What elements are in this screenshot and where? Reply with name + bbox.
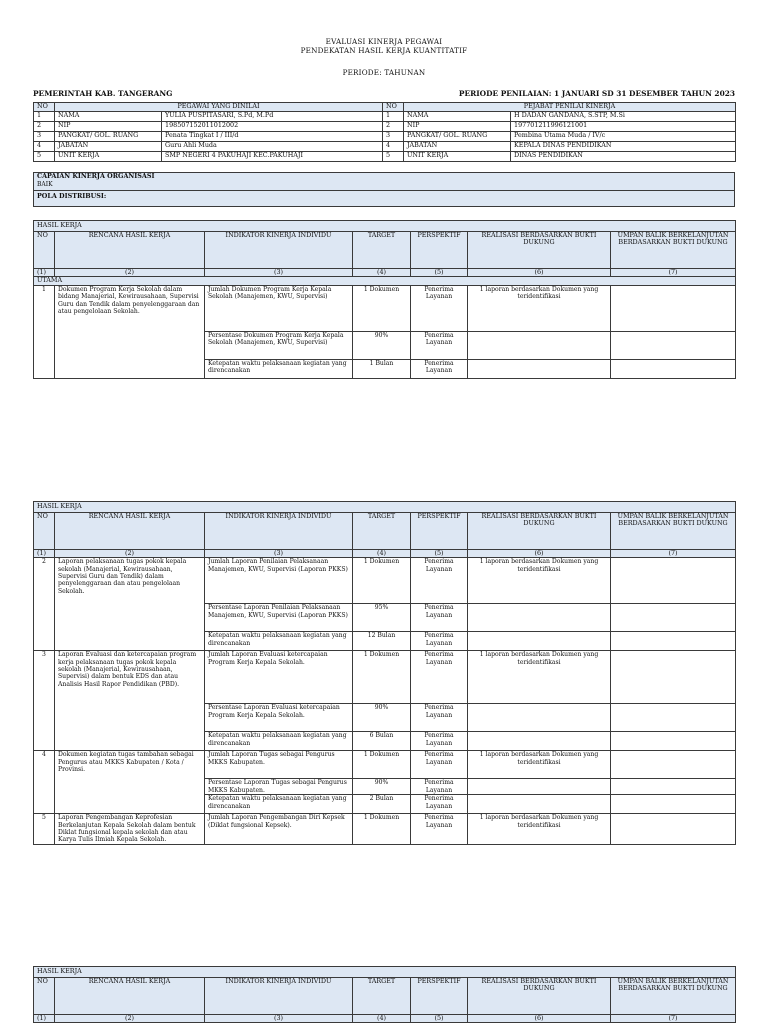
rencana-hasil-kerja: Laporan Pengembangan Keprofesian Berkelanjutan Kepala Sekolah dalam bentuk Diklat fungsional kepala sekolah dan atau Karya Tulis Ilmiah Kepala Sekolah. [55,814,205,845]
perspektif: Penerima Layanan [411,779,468,795]
perspektif: Penerima Layanan [411,704,468,732]
pegawai-value: Penata Tingkat I / III/d [162,131,383,141]
hasil-kerja-table-1 [33,220,736,379]
column-header: RENCANA HASIL KERJA [55,977,205,1014]
column-header: PERSPEKTIF [411,977,468,1014]
realisasi [468,704,611,732]
rencana-hasil-kerja: Laporan Evaluasi dan ketercapaian program kerja pelaksanaan tugas pokok kepala sekolah (Manajerial, Kewirausahaan, Supervisi) dalam bentuk EDS dan atau Analisis Hasil Rapor Pendidikan (PBD). [55,651,205,751]
target-value: 1 Dokumen [353,814,411,845]
perspektif: Penerima Layanan [411,814,468,845]
rencana-hasil-kerja: Dokumen kegiatan tugas tambahan sebagai Pengurus atau MKKS Kabupaten / Kota / Provinsi. [55,751,205,814]
target-value: 1 Dokumen [353,651,411,704]
item-no: 3 [34,651,55,751]
utama-label: UTAMA [34,277,736,286]
identity-row [34,131,736,141]
column-number: (5) [411,268,468,277]
column-header: TARGET [353,231,411,268]
pola-distribusi: POLA DISTRIBUSI: [34,191,735,207]
umpan-balik [611,285,736,331]
item-no: 1 [34,285,55,378]
realisasi: 1 laporan berdasarkan Dokumen yang teridentifikasi [468,558,611,604]
identity-label: PANGKAT/ GOL. RUANG [55,131,162,141]
perspektif: Penerima Layanan [411,331,468,359]
indikator-row [34,651,736,704]
column-header: UMPAN BALIK BERKELANJUTAN BERDASARKAN BUKTI DUKUNG [611,512,736,549]
indikator-kinerja: Jumlah Laporan Pengembangan Diri Kepsek (Diklat fungsional Kepsek). [205,814,353,845]
target-value: 90% [353,704,411,732]
identity-label: UNIT KERJA [55,151,162,161]
identity-label-2: PANGKAT/ GOL. RUANG [404,131,511,141]
pejabat-value: H DADAN GANDANA, S.STP, M.Si [511,111,736,121]
column-header: INDIKATOR KINERJA INDIVIDU [205,231,353,268]
identity-no-head-2: NO [383,103,404,112]
perspektif: Penerima Layanan [411,285,468,331]
identity-label-2: NIP [404,121,511,131]
target-value: 95% [353,604,411,632]
umpan-balik [611,779,736,795]
indikator-kinerja: Ketepatan waktu pelaksanaan kegiatan yang direncanakan [205,359,353,378]
target-value: 1 Dokumen [353,558,411,604]
realisasi [468,795,611,814]
realisasi [468,732,611,751]
identity-no: 4 [34,141,55,151]
umpan-balik [611,604,736,632]
column-header: UMPAN BALIK BERKELANJUTAN BERDASARKAN BUKTI DUKUNG [611,231,736,268]
realisasi: 1 laporan berdasarkan Dokumen yang teridentifikasi [468,814,611,845]
pegawai-value: 198507152011012002 [162,121,383,131]
column-number: (1) [34,268,55,277]
identity-no: 2 [34,121,55,131]
pegawai-value: SMP NEGERI 4 PAKUHAJI KEC.PAKUHAJI [162,151,383,161]
periode-penilaian-label: PERIODE PENILAIAN: 1 JANUARI SD 31 DESEMBER TAHUN 2023 [458,89,735,98]
indikator-kinerja: Jumlah Laporan Penilaian Pelaksanaan Manajemen, KWU, Supervisi (Laporan PKKS) [205,558,353,604]
column-header: TARGET [353,977,411,1014]
realisasi [468,359,611,378]
doc-title: EVALUASI KINERJA PEGAWAI [325,37,443,46]
umpan-balik [611,704,736,732]
column-header: NO [34,977,55,1014]
indikator-row [34,814,736,845]
identity-no-2: 1 [383,111,404,121]
realisasi [468,331,611,359]
target-value: 1 Bulan [353,359,411,378]
target-value: 2 Bulan [353,795,411,814]
column-header: NO [34,512,55,549]
indikator-kinerja: Ketepatan waktu pelaksanaan kegiatan yang direncanakan [205,632,353,651]
identity-no-2: 4 [383,141,404,151]
column-number: (3) [205,549,353,558]
realisasi [468,604,611,632]
column-number: (3) [205,268,353,277]
perspektif: Penerima Layanan [411,558,468,604]
column-header: REALISASI BERDASARKAN BUKTI DUKUNG [468,231,611,268]
identity-label-2: UNIT KERJA [404,151,511,161]
identity-no-2: 3 [383,131,404,141]
org-table [33,172,735,207]
realisasi [468,779,611,795]
capaian-label: CAPAIAN KINERJA ORGANISASI [37,172,155,180]
target-value: 90% [353,779,411,795]
identity-no-2: 5 [383,151,404,161]
perspektif: Penerima Layanan [411,751,468,779]
indikator-kinerja: Jumlah Laporan Evaluasi ketercapaian Program Kerja Kepala Sekolah. [205,651,353,704]
item-no: 2 [34,558,55,651]
column-number: (5) [411,1014,468,1023]
target-value: 90% [353,331,411,359]
column-number: (1) [34,549,55,558]
column-number: (6) [468,549,611,558]
indikator-kinerja: Persentase Laporan Penilaian Pelaksanaan Manajemen, KWU, Supervisi (Laporan PKKS) [205,604,353,632]
indikator-row [34,558,736,604]
indikator-row [34,751,736,779]
doc-periode: PERIODE: TAHUNAN [342,68,426,77]
realisasi [468,632,611,651]
column-number: (2) [55,1014,205,1023]
column-number: (3) [205,1014,353,1023]
column-number: (2) [55,268,205,277]
column-header: PERSPEKTIF [411,231,468,268]
realisasi: 1 laporan berdasarkan Dokumen yang teridentifikasi [468,751,611,779]
hasil-kerja-table-3 [33,966,736,1023]
identity-row [34,151,736,161]
indikator-kinerja: Jumlah Dokumen Program Kerja Kepala Sekolah (Manajemen, KWU, Supervisi) [205,285,353,331]
pejabat-value: Pembina Utama Muda / IV/c [511,131,736,141]
pejabat-head: PEJABAT PENILAI KINERJA [404,103,736,112]
column-number: (2) [55,549,205,558]
pegawai-head: PEGAWAI YANG DINILAI [55,103,383,112]
pegawai-value: YULIA PUSPITASARI, S.Pd, M.Pd [162,111,383,121]
umpan-balik [611,632,736,651]
indikator-kinerja: Jumlah Laporan Tugas sebagai Pengurus MKKS Kabupaten. [205,751,353,779]
column-header: INDIKATOR KINERJA INDIVIDU [205,977,353,1014]
column-header: TARGET [353,512,411,549]
hasil-kerja-table-2 [33,501,736,845]
perspektif: Penerima Layanan [411,795,468,814]
umpan-balik [611,795,736,814]
umpan-balik [611,558,736,604]
column-number: (4) [353,1014,411,1023]
identity-label-2: JABATAN [404,141,511,151]
rencana-hasil-kerja: Dokumen Program Kerja Sekolah dalam bidang Manajerial, Kewirausahaan, Supervisi Guru dan Tendik dalam penyelenggaraan dan atau pengelolaan Sekolah. [55,285,205,378]
identity-no-2: 2 [383,121,404,131]
umpan-balik [611,732,736,751]
identity-no-head: NO [34,103,55,112]
target-value: 6 Bulan [353,732,411,751]
umpan-balik [611,751,736,779]
identity-no: 3 [34,131,55,141]
column-number: (6) [468,1014,611,1023]
hasil-kerja-title: HASIL KERJA [34,221,736,232]
hasil-kerja-title: HASIL KERJA [34,502,736,513]
column-number: (7) [611,549,736,558]
target-value: 12 Bulan [353,632,411,651]
column-number: (7) [611,1014,736,1023]
target-value: 1 Dokumen [353,751,411,779]
pejabat-value: DINAS PENDIDIKAN [511,151,736,161]
identity-label: NIP [55,121,162,131]
column-header: REALISASI BERDASARKAN BUKTI DUKUNG [468,977,611,1014]
identity-label-2: NAMA [404,111,511,121]
column-header: NO [34,231,55,268]
umpan-balik [611,331,736,359]
perspektif: Penerima Layanan [411,651,468,704]
identity-label: JABATAN [55,141,162,151]
realisasi: 1 laporan berdasarkan Dokumen yang teridentifikasi [468,651,611,704]
indikator-kinerja: Ketepatan waktu pelaksanaan kegiatan yang direncanakan [205,732,353,751]
capaian-value: BAIK [37,180,53,188]
column-header: REALISASI BERDASARKAN BUKTI DUKUNG [468,512,611,549]
indikator-kinerja: Ketepatan waktu pelaksanaan kegiatan yang direncanakan [205,795,353,814]
capaian-cell [34,173,735,191]
column-number: (4) [353,549,411,558]
target-value: 1 Dokumen [353,285,411,331]
identity-row [34,121,736,131]
indikator-row [34,285,736,331]
perspektif: Penerima Layanan [411,632,468,651]
item-no: 5 [34,814,55,845]
hasil-kerja-title: HASIL KERJA [34,967,736,978]
perspektif: Penerima Layanan [411,359,468,378]
rencana-hasil-kerja: Laporan pelaksanaan tugas pokok kepala sekolah (Manajerial, Kewirausahaan, Supervisi Guru dan Tendik) dalam penyelenggaraan dan atau pengelolaan Sekolah. [55,558,205,651]
instansi-label: PEMERINTAH KAB. TANGERANG [33,89,173,98]
realisasi: 1 laporan berdasarkan Dokumen yang teridentifikasi [468,285,611,331]
indikator-kinerja: Persentase Laporan Evaluasi ketercapaian Program Kerja Kepala Sekolah. [205,704,353,732]
column-number: (4) [353,268,411,277]
column-number: (6) [468,268,611,277]
perspektif: Penerima Layanan [411,604,468,632]
column-header: RENCANA HASIL KERJA [55,231,205,268]
identity-no: 1 [34,111,55,121]
column-header: UMPAN BALIK BERKELANJUTAN BERDASARKAN BUKTI DUKUNG [611,977,736,1014]
indikator-kinerja: Persentase Dokumen Program Kerja Kepala Sekolah (Manajemen, KWU, Supervisi) [205,331,353,359]
umpan-balik [611,359,736,378]
identity-table [33,102,736,162]
pegawai-value: Guru Ahli Muda [162,141,383,151]
item-no: 4 [34,751,55,814]
identity-label: NAMA [55,111,162,121]
identity-row [34,141,736,151]
identity-no: 5 [34,151,55,161]
umpan-balik [611,651,736,704]
pejabat-value: KEPALA DINAS PENDIDIKAN [511,141,736,151]
column-header: PERSPEKTIF [411,512,468,549]
identity-row [34,111,736,121]
column-number: (1) [34,1014,55,1023]
perspektif: Penerima Layanan [411,732,468,751]
pejabat-value: 197701211996121001 [511,121,736,131]
column-number: (7) [611,268,736,277]
column-header: INDIKATOR KINERJA INDIVIDU [205,512,353,549]
indikator-kinerja: Persentase Laporan Tugas sebagai Pengurus MKKS Kabupaten. [205,779,353,795]
doc-subtitle: PENDEKATAN HASIL KERJA KUANTITATIF [300,46,468,55]
column-number: (5) [411,549,468,558]
column-header: RENCANA HASIL KERJA [55,512,205,549]
umpan-balik [611,814,736,845]
